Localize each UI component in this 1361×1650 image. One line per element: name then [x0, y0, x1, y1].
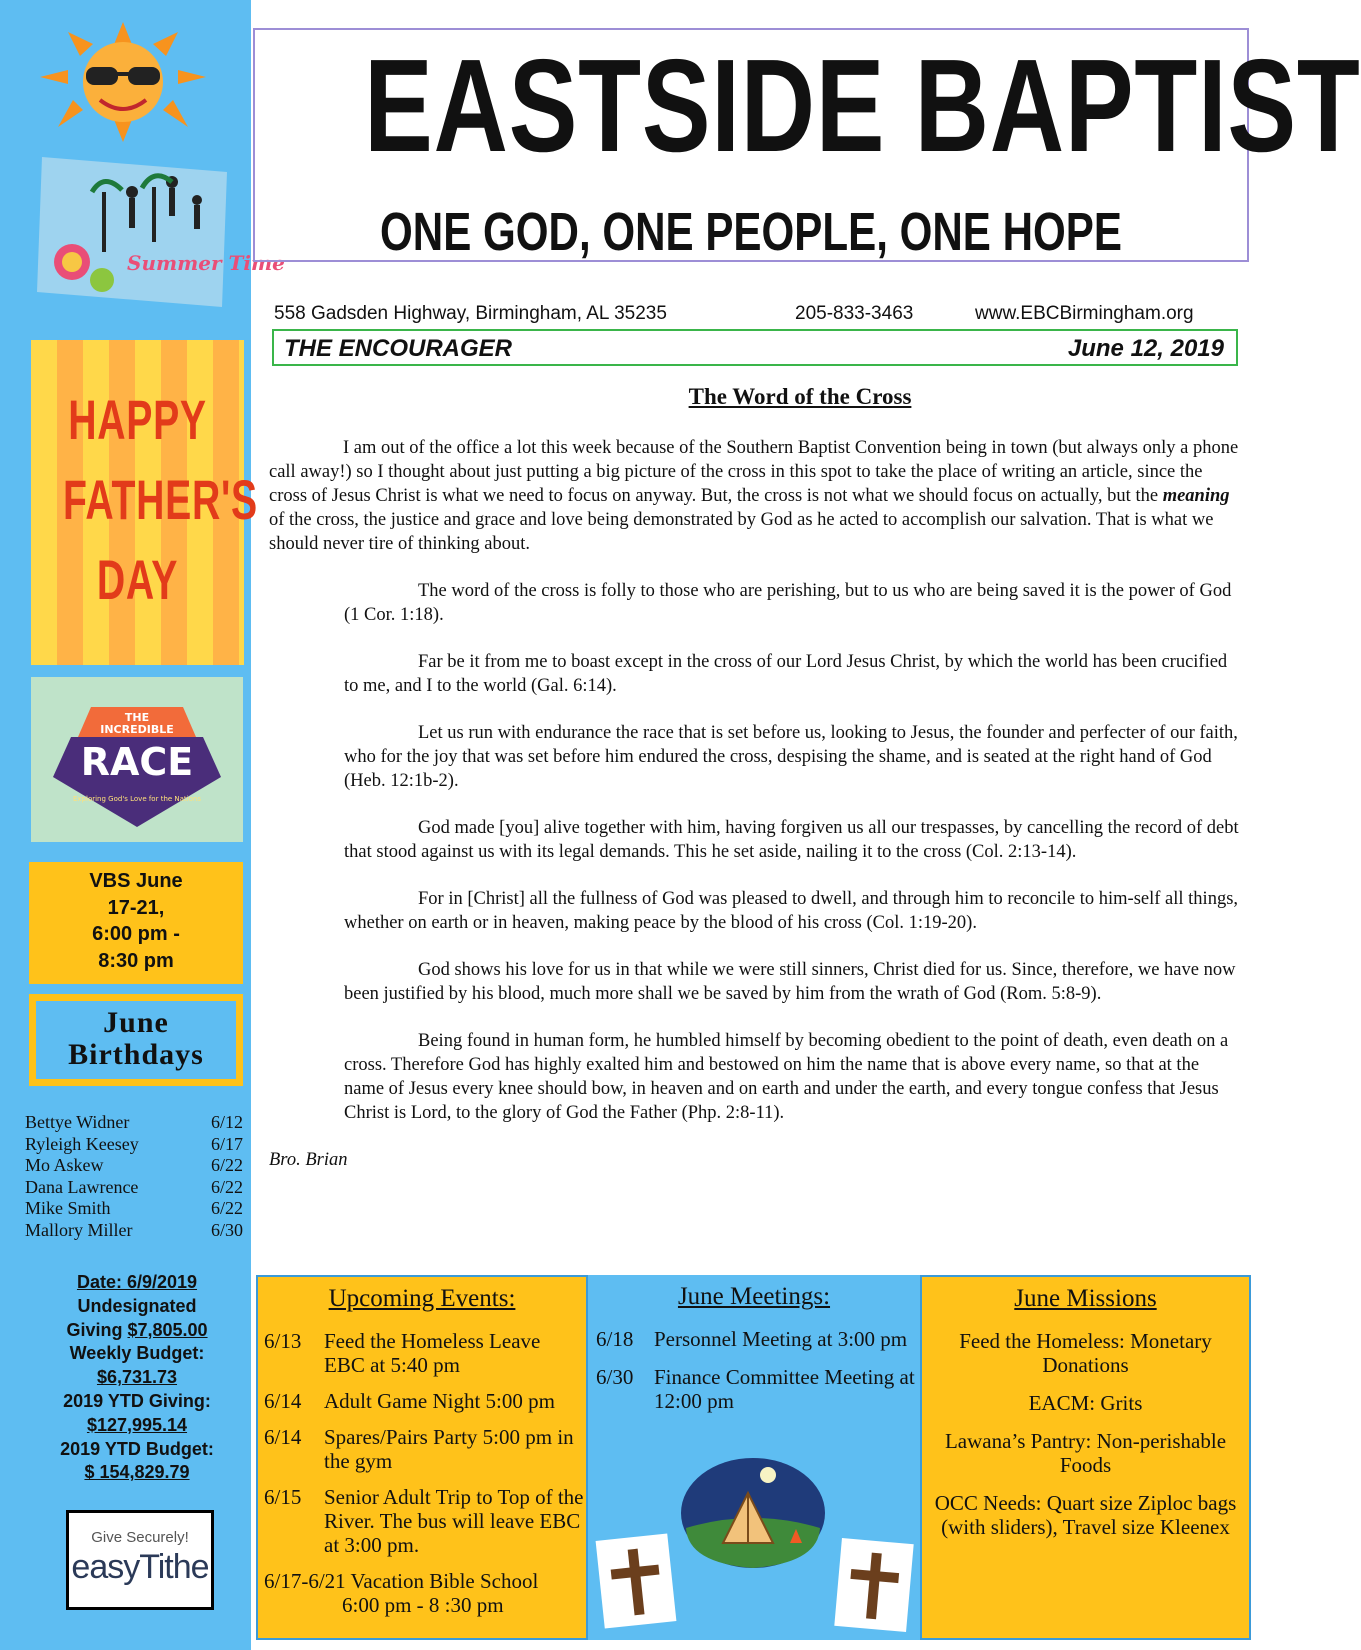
- article-title: The Word of the Cross: [688, 384, 912, 409]
- vbs-line: 6:00 pm -: [92, 923, 180, 945]
- meeting-date: 6/18: [596, 1327, 634, 1351]
- church-address: 558 Gadsden Highway, Birmingham, AL 35235: [274, 303, 667, 324]
- meeting-date: 6/30: [596, 1365, 634, 1389]
- event-item: [264, 1389, 586, 1413]
- ytd-giving-value: $127,995.14: [86, 1414, 188, 1435]
- event-date: 6/13: [264, 1329, 302, 1353]
- vbs-event-line-2: 6:00 pm - 8 :30 pm: [342, 1593, 504, 1617]
- birthday-row: [25, 1112, 243, 1134]
- giving-value: $7,805.00: [127, 1319, 208, 1340]
- giving-line: [30, 1319, 244, 1343]
- fathers-day-line-1: HAPPY: [68, 388, 207, 451]
- birthday-date: 6/30: [210, 1219, 243, 1240]
- scripture-quote: For in [Christ] all the fullness of God was pleased to dwell, and through him to reconcile to him-self all things, whether on earth or in heaven, making peace by the blood of his cross (Col. 1:19-20).: [344, 889, 1239, 933]
- ytd-giving-label: 2019 YTD Giving:: [63, 1390, 211, 1411]
- june-missions-panel: [920, 1275, 1251, 1640]
- happy-fathers-day-banner: [31, 340, 258, 665]
- church-motto: ONE GOD, ONE PEOPLE, ONE HOPE: [380, 202, 1122, 262]
- june-meetings-panel: [588, 1275, 920, 1640]
- sun-with-sunglasses-icon: [38, 22, 208, 142]
- birthday-date: 6/17: [210, 1133, 243, 1154]
- vbs-event-line-1: 6/17-6/21 Vacation Bible School: [264, 1569, 539, 1593]
- give-securely-text: Give Securely!: [91, 1529, 189, 1546]
- june-birthdays-heading-box: [29, 994, 243, 1086]
- scripture-quote: Let us run with endurance the race that is set before us, looking to Jesus, the founder and perfecter of our faith, who for the joy that was set before him endured the cross, despising the shame, and is seated at the right hand of God (Heb. 12:1b-2).: [344, 723, 1238, 791]
- mission-item: Feed the Homeless: Monetary Donations: [959, 1329, 1212, 1377]
- weekly-budget-label: Weekly Budget:: [69, 1343, 205, 1364]
- easytithe-button[interactable]: [66, 1510, 214, 1610]
- scripture-quote: Far be it from me to boast except in the cross of our Lord Jesus Christ, by which the world has been crucified to me, and I to the world (Gal. 6:14).: [344, 652, 1228, 696]
- birthday-name: Bettye Widner: [25, 1112, 130, 1132]
- event-text: Senior Adult Trip to Top of the River. The bus will leave EBC at 3:00 pm.: [324, 1485, 584, 1557]
- cross-card-right: [834, 1538, 913, 1632]
- birthday-name: Dana Lawrence: [25, 1176, 139, 1197]
- meeting-item: [596, 1327, 920, 1351]
- race-the-text: THE: [124, 711, 150, 724]
- newsletter-bar: [272, 329, 1238, 366]
- scripture-quote: Being found in human form, he humbled himself by becoming obedient to the point of death, even death on a cross. Therefore God has highly exalted him and bestowed on him the name that is above every name, so that at the name of Jesus every knee should bow, in heaven and on earth and under the earth, and every tongue confess that Jesus Christ is Lord, to the glory of God the Father (Php. 2:8-11).: [344, 1031, 1229, 1123]
- event-text: Feed the Homeless Leave EBC at 5:40 pm: [324, 1329, 541, 1377]
- vbs-line: 17-21,: [107, 896, 165, 919]
- ytd-budget-value: $ 154,829.79: [84, 1462, 190, 1483]
- summer-time-image: [32, 152, 285, 312]
- meeting-text: Finance Committee Meeting at 12:00 pm: [654, 1365, 915, 1413]
- giving-label: Giving: [66, 1319, 128, 1340]
- newsletter-date: June 12, 2019: [1067, 335, 1224, 362]
- birthday-row: [25, 1134, 243, 1156]
- vbs-line: 8:30 pm: [98, 949, 174, 972]
- birthday-name: Mike Smith: [25, 1198, 111, 1218]
- giving-date: Date: 6/9/2019: [76, 1272, 198, 1292]
- birthday-date: 6/22: [210, 1198, 243, 1218]
- birthday-name: Ryleigh Keesey: [25, 1133, 139, 1154]
- upcoming-events-panel: [256, 1275, 588, 1640]
- article-signoff: Bro. Brian: [269, 1150, 348, 1170]
- event-date: 6/14: [264, 1425, 302, 1449]
- birthdays-title-line-1: June: [103, 1006, 169, 1039]
- meetings-title: June Meetings:: [677, 1283, 831, 1310]
- birthday-name: Mallory Miller: [25, 1219, 133, 1240]
- church-website[interactable]: www.EBCBirmingham.org: [975, 303, 1194, 324]
- incredible-race-logo: [31, 677, 243, 842]
- vbs-notice: [29, 862, 243, 984]
- birthday-row: [25, 1198, 243, 1220]
- meeting-text: Personnel Meeting at 3:00 pm: [654, 1327, 908, 1351]
- birthday-date: 6/22: [210, 1155, 243, 1175]
- fathers-day-line-2: FATHER'S: [62, 468, 258, 531]
- fathers-day-line-3: DAY: [96, 548, 179, 611]
- event-date: 6/15: [264, 1485, 302, 1509]
- cross-icon: [596, 1533, 677, 1628]
- intro-emphasis: meaning: [1162, 486, 1230, 506]
- event-item: [264, 1485, 586, 1557]
- birthday-date: 6/12: [210, 1112, 243, 1132]
- meeting-item: [596, 1365, 920, 1413]
- weekly-budget-value: $6,731.73: [96, 1367, 178, 1388]
- birthday-name: Mo Askew: [25, 1155, 104, 1175]
- race-title-text: RACE: [80, 740, 194, 784]
- mission-item: EACM: Grits: [1028, 1391, 1143, 1415]
- event-item: [264, 1425, 586, 1473]
- intro-text-b: of the cross, the justice and grace and love being demonstrated by God as he acted to accomplish our salvation. That is what we should never tire of thinking about.: [269, 510, 1214, 554]
- tent-campfire-icon: [678, 1453, 828, 1573]
- easytithe-logo-text: easyTithe: [71, 1548, 209, 1586]
- intro-text-a: I am out of the office a lot this week because of the Southern Baptist Convention being in town (but always only a phone call away!) so I thought about just putting a big picture of the cross in this spot to take the place of writing an article, since the cross of Jesus Christ is what we need to focus on anyway. But, the cross is not what we should focus on actually, but the: [269, 438, 1239, 506]
- birthday-row: [25, 1220, 243, 1242]
- undesignated-label: Undesignated: [77, 1295, 197, 1316]
- birthday-row: [25, 1155, 243, 1177]
- event-item-vbs: [264, 1569, 586, 1617]
- event-text: Adult Game Night 5:00 pm: [324, 1389, 555, 1413]
- race-incredible-text: INCREDIBLE: [100, 723, 174, 736]
- mission-item: Lawana’s Pantry: Non-perishable Foods: [944, 1429, 1227, 1477]
- birthday-date: 6/22: [210, 1176, 243, 1197]
- ytd-budget-label: 2019 YTD Budget:: [60, 1438, 214, 1459]
- church-phone: 205-833-3463: [795, 303, 914, 324]
- giving-report: [30, 1271, 244, 1485]
- summer-time-text: Summer Time: [127, 251, 285, 275]
- missions-title: June Missions: [1014, 1285, 1157, 1312]
- newsletter-name: THE ENCOURAGER: [284, 335, 513, 362]
- birthdays-title-line-2: Birthdays: [68, 1038, 204, 1071]
- cross-card-left: [596, 1533, 677, 1628]
- masthead: [253, 28, 1361, 262]
- race-tagline-text: Exploring God's Love for the Nations: [73, 795, 201, 803]
- church-name: EASTSIDE BAPTIST: [364, 32, 1361, 179]
- birthday-list: [25, 1112, 243, 1241]
- cross-icon: [834, 1538, 913, 1632]
- mission-item: OCC Needs: Quart size Ziploc bags (with sliders), Travel size Kleenex: [934, 1491, 1237, 1539]
- article-body: [269, 436, 1241, 1195]
- scripture-quote: God shows his love for us in that while we were still sinners, Christ died for us. Since, therefore, we have now been justified by his blood, much more shall we be saved by him from the wrath of God (Rom. 5:8-9).: [344, 960, 1236, 1004]
- scripture-quote: God made [you] alive together with him, having forgiven us all our trespasses, by cancelling the record of debt that stood against us with its legal demands. This he set aside, nailing it to the cross (Col. 2:13-14).: [344, 818, 1239, 862]
- camp-scene-image: [678, 1453, 828, 1573]
- event-item: [264, 1329, 586, 1377]
- events-title: Upcoming Events:: [328, 1285, 516, 1312]
- birthday-row: [25, 1177, 243, 1199]
- article-intro: [269, 436, 1241, 556]
- vbs-line: VBS June: [89, 870, 183, 892]
- event-text: Spares/Pairs Party 5:00 pm in the gym: [324, 1425, 574, 1473]
- event-date: 6/14: [264, 1389, 302, 1413]
- scripture-quote: The word of the cross is folly to those who are perishing, but to us who are being saved it is the power of God (1 Cor. 1:18).: [344, 581, 1232, 625]
